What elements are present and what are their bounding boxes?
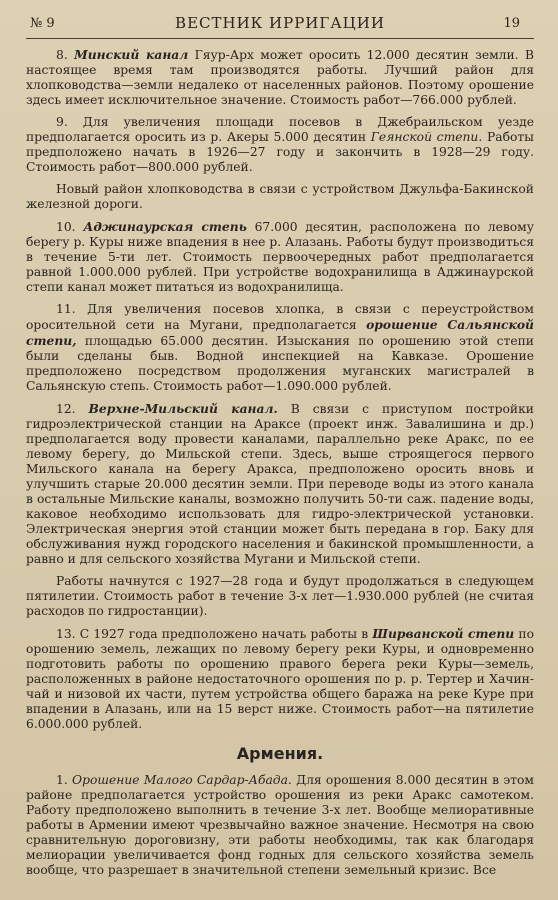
paragraph-12	[26, 401, 534, 567]
paragraph-text: площадью 65.000 десятин. Изыскания по орошению этой степи были сделаны быв. Водной инспекцией на Кавказе. Орошение предположено посредством продолжения муганских магистралей в Сальянскую степь. Стоимость работ—1.090.000 рублей.	[26, 334, 534, 393]
paragraph-text: Гяур-Арх может оросить 12.000 десятин земли. В настоящее время там производятся работы. Лучший район для хлопководства—земли недалеко от населенных районов. Поэтому орошение здесь имеет исключительное значение. Стоимость работ—766.000 рублей.	[26, 48, 534, 107]
item-number: 1.	[56, 773, 68, 787]
journal-title: ВЕСТНИК ИРРИГАЦИИ	[175, 14, 385, 32]
paragraph-11	[26, 302, 534, 394]
paragraph-text: В связи с приступом постройки гидроэлектрической станции на Араксе (проект инж. Завалишина и др.) предполагается воду провести каналами, параллельно реке Аракс, по ее левому берегу, до Мильской степи. Здесь, выше строящегося первого Мильского канала на берегу Аракса, предположено оросить вновь и улучшить старые 20.000 десятин земли. При переводе воды из этого канала в остальные Мильские каналы, возможно получить 50-ти саж. падение воды, каковое необходимо использовать для гидро-электрической установки. Электрическая энергия этой станции может быть передана в гор. Баку для обслуживания нужд городского населения и бакинской промышленности, а равно и для сельского хозяйства Мугани и Мильской степи.	[26, 402, 534, 566]
issue-number: № 9	[30, 16, 55, 31]
paragraph-text: Для орошения 8.000 десятин в этом районе предполагается устройство орошения из реки Аракс самотеком. Работу предположено выполнить в течение 3-х лет. Вообще мелиоративные работы в Армении имеют чрезвычайно важное значение. Несмотря на свою сравнительную дороговизну, эти работы необходимы, так как благодаря мелиорации увеличивается фонд годных для сельского хозяйства земель вообще, что разрешает в значительной степени земельный кризис. Все	[26, 773, 534, 877]
steppe-name: Геянской степи.	[370, 130, 483, 144]
paragraph-text: 9. Для увеличения площади посевов в Джебраильском уезде предполагается оросить из р. Акеры 5.000 десятин	[26, 115, 534, 144]
project-name: Орошение Малого Сардар-Абада.	[72, 773, 292, 787]
paragraph-10	[26, 219, 534, 295]
canal-name: Верхне-Мильский канал.	[88, 401, 278, 416]
article-body	[26, 39, 534, 878]
paragraph-armenia-1	[26, 773, 534, 878]
steppe-name: Аджинаурская степь	[83, 219, 247, 234]
paragraph-text: Работы начнутся с 1927—28 года и будут продолжаться в следующем пятилетии. Стоимость работ в течение 3-х лет—1.930.000 рублей (не считая расходов по гидростанции).	[26, 574, 534, 618]
page-number: 19	[503, 16, 520, 31]
paragraph-9	[26, 115, 534, 175]
paragraph-new-region	[26, 182, 534, 212]
paragraph-text: Работы предположено начать в 1926—27 году и закончить в 1928—29 году. Стоимость работ—800.000 рублей.	[26, 130, 534, 174]
item-number: 12.	[56, 402, 76, 416]
paragraph-text: Новый район хлопководства в связи с устройством Джульфа-Бакинской железной дороги.	[26, 182, 534, 211]
paragraph-text: по орошению земель, лежащих по левому берегу реки Куры, и одновременно подготовить работы по орошению правого берега реки Куры—земель, расположенных в районе недостаточного орошения по р. р. Тертер и Хачин-чай и низовой их части, путем устройства общего баража на реке Куре при впадении в Алазань, или на 15 верст ниже. Стоимость работ—на пятилетие 6.000.000 рублей.	[26, 627, 534, 731]
paragraph-works	[26, 574, 534, 619]
paragraph-text: 11. Для увеличения посевов хлопка, в связи с переустройством оросительной сети на Мугани, предполагается	[26, 302, 534, 332]
paragraph-8	[26, 47, 534, 108]
steppe-name: Ширванской степи	[372, 626, 515, 641]
item-number: 8.	[56, 48, 68, 62]
paragraph-13	[26, 626, 534, 732]
steppe-name: орошение Сальянской степи,	[26, 317, 535, 348]
item-number: 10.	[56, 220, 76, 234]
page-header	[26, 12, 534, 39]
canal-name: Минский канал	[74, 47, 189, 62]
paragraph-text: 67.000 десятин, расположена по левому берегу р. Куры ниже впадения в нее р. Алазань. Работы будут производиться в течение 5-ти лет. Стоимость первоочередных работ предполагается равной 1.000.000 рублей. При устройстве водохранилища в Аджинаурской степи канал может питаться из водохранилища.	[26, 220, 534, 294]
section-heading-armenia: Армения.	[236, 744, 324, 763]
paragraph-text: 13. С 1927 года предположено начать работы в	[56, 627, 369, 641]
